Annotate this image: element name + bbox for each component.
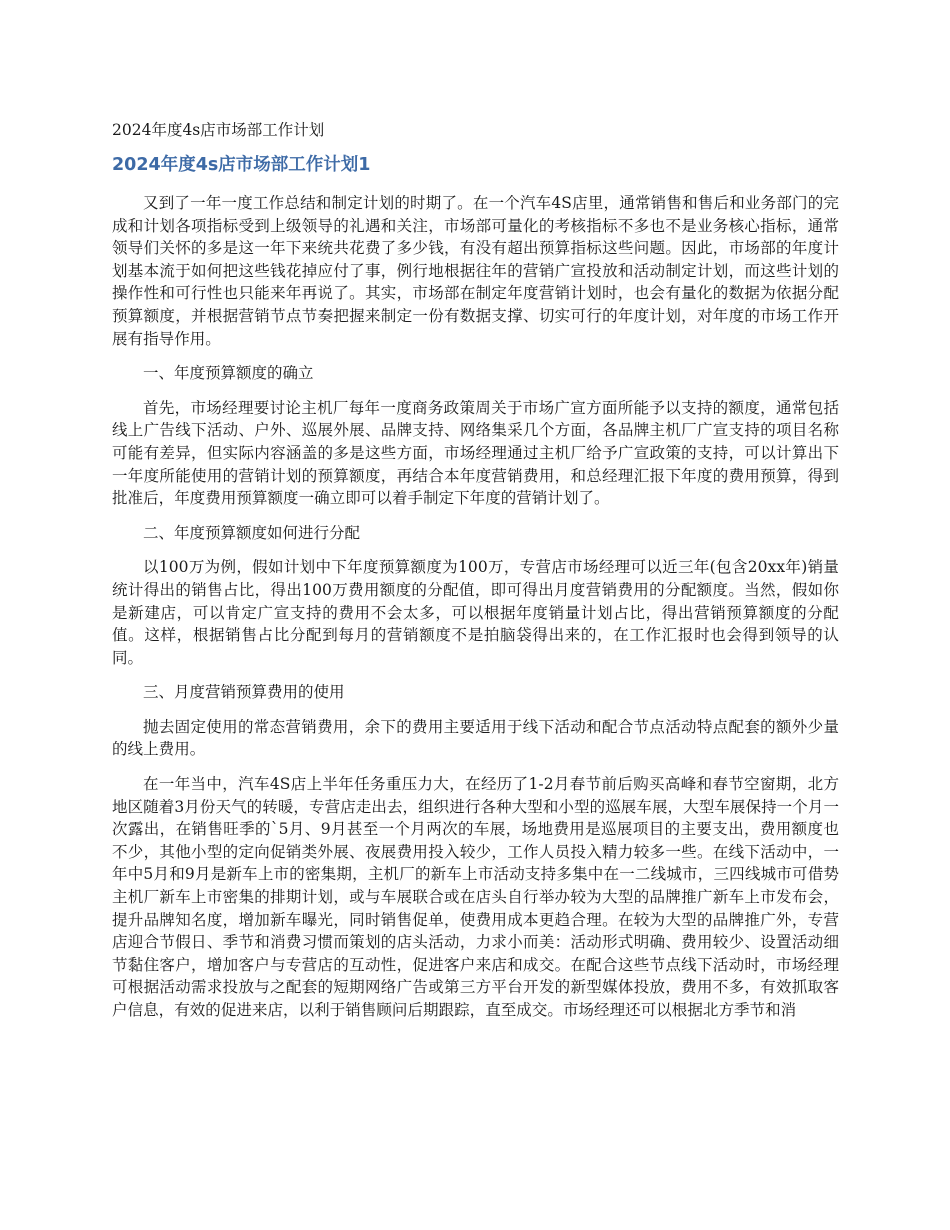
subsection-heading: 一、年度预算额度的确立: [143, 364, 314, 383]
paragraph: 在一年当中，汽车4S店上半年任务重压力大，在经历了1-2月春节前后购买高峰和春节空窗期，北方地区随着3月份天气的转暖，专营店走出去，组织进行各种大型和小型的巡展车展，大型车展保持一个月一次露出，在销售旺季的`5月、9月甚至一个月两次的车展，场地费用是巡展项目的主要支出，费用额度也不少，其他小型的定向促销类外展、夜展费用投入较少，工作人员投入精力较多一些。在线下活动中，一年中5月和9月是新车上市的密集期，主机厂的新车上市活动支持多集中在一二线城市，三四线城市可借势主机厂新车上市密集的排期计划，或与车展联合或在店头自行举办较为大型的品牌推广新车上市发布会，提升品牌知名度，增加新车曝光，同时销售促单，使费用成本更趋合理。在较为大型的品牌推广外，专营店迎合节假日、季节和消费习惯而策划的店头活动，力求小而美：活动形式明确、费用较少、设置活动细节黏住客户，增加客户与专营店的互动性，促进客户来店和成交。在配合这些节点线下活动时，市场经理可根据活动需求投放与之配套的短期网络广告或第三方平台开发的新型媒体投放，费用不多，有效抓取客户信息，有效的促进来店，以利于销售顾问后期跟踪，直至成交。市场经理还可以根据北方季节和消: [112, 775, 839, 1019]
paragraph: 以100万为例，假如计划中下年度预算额度为100万，专营店市场经理可以近三年(包含20xx年)销量统计得出的销售占比，得出100万费用额度的分配值，即可得出月度营销费用的分配额度。当然，假如你是新建店，可以肯定广宣支持的费用不会太多，可以根据年度销量计划占比，得出营销预算额度的分配值。这样，根据销售占比分配到每月的营销额度不是拍脑袋得出来的，在工作汇报时也会得到领导的认同。: [112, 558, 839, 667]
paragraph: 抛去固定使用的常态营销费用，余下的费用主要适用于线下活动和配合节点活动特点配套的额外少量的线上费用。: [112, 717, 839, 759]
document-body: [112, 118, 839, 1034]
document-blocks: [112, 192, 839, 1022]
paragraph: 首先，市场经理要讨论主机厂每年一度商务政策周关于市场广宣方面所能予以支持的额度，通常包括线上广告线下活动、户外、巡展外展、品牌支持、网络集采几个方面，各品牌主机厂广宣支持的项目名称可能有差异，但实际内容涵盖的多是这些方面，市场经理通过主机厂给予广宣政策的支持，可以计算出下一年度所能使用的营销计划的预算额度，再结合本年度营销费用，和总经理汇报下年度的费用预算，得到批准后，年度费用预算额度一确立即可以着手制定下年度的营销计划了。: [112, 398, 839, 508]
document-title: 2024年度4s店市场部工作计划: [112, 121, 325, 139]
paragraph: 又到了一年一度工作总结和制定计划的时期了。在一个汽车4S店里，通常销售和售后和业务部门的完成和计划各项指标受到上级领导的礼遇和关注，市场部可量化的考核指标不多也不是业务核心指标，通常领导们关怀的多是这一年下来统共花费了多少钱，有没有超出预算指标这些问题。因此，市场部的年度计划基本流于如何把这些钱花掉应付了事，例行地根据往年的营销广宣投放和活动制定计划，而这些计划的操作性和可行性也只能来年再说了。其实，市场部在制定年度营销计划时，也会有量化的数据为依据分配预算额度，并根据营销节点节奏把握来制定一份有数据支撑、切实可行的年度计划，对年度的市场工作开展有指导作用。: [112, 194, 839, 348]
section-heading: 2024年度4s店市场部工作计划1: [112, 155, 371, 175]
subsection-heading: 三、月度营销预算费用的使用: [143, 683, 345, 702]
subsection-heading: 二、年度预算额度如何进行分配: [143, 523, 361, 542]
